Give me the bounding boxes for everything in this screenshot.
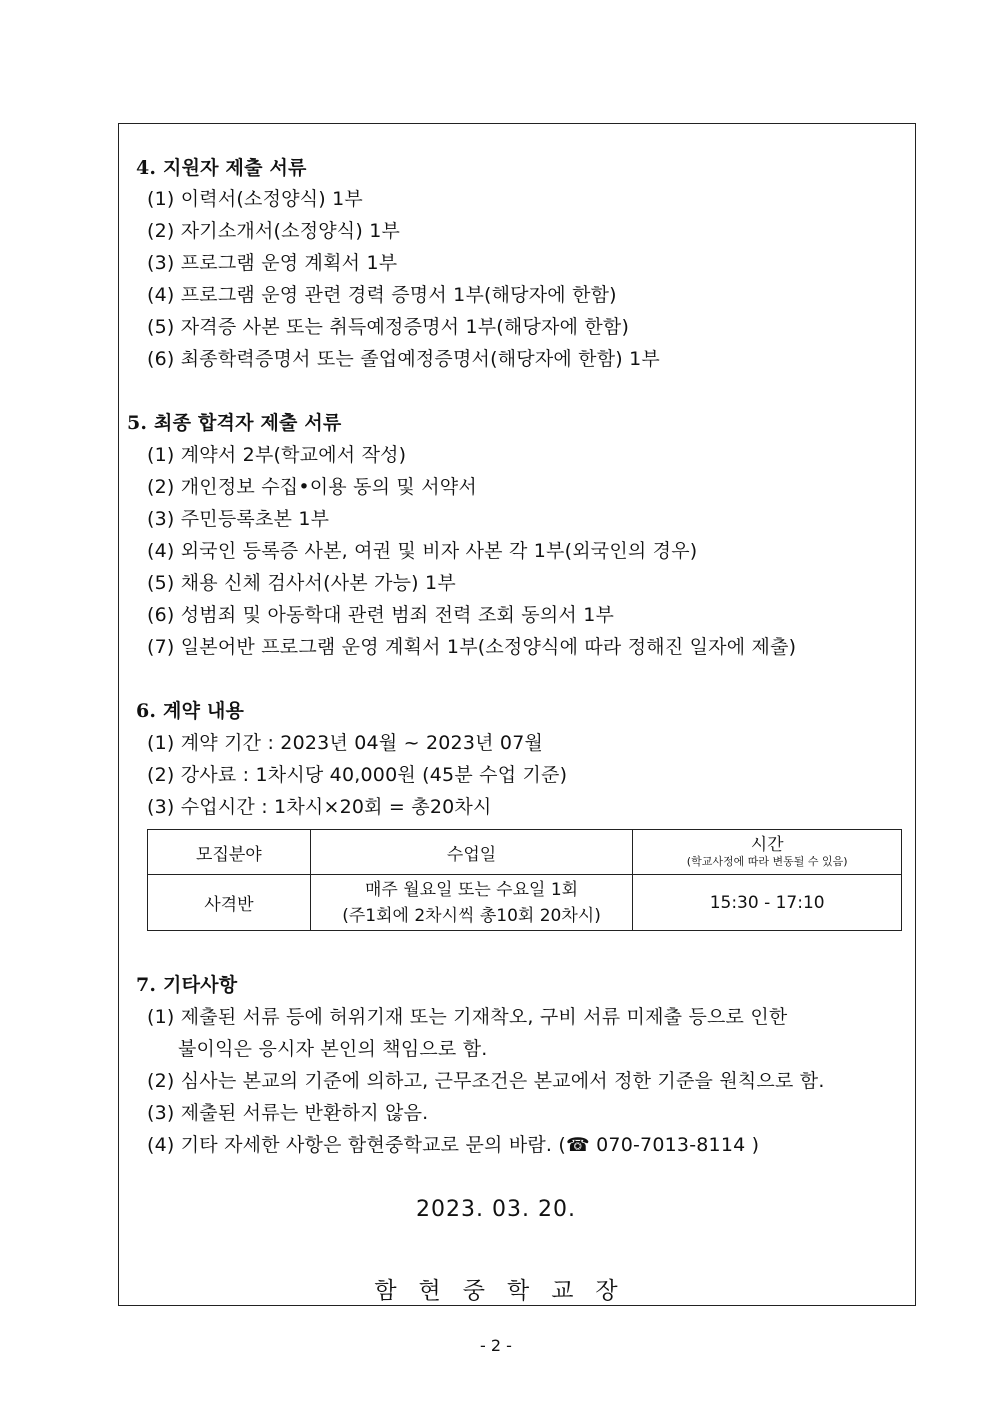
table-row xyxy=(148,875,902,931)
section5-item-7: (7) 일본어반 프로그램 운영 계획서 1부(소정양식에 따라 정해진 일자에 제출) xyxy=(147,636,797,658)
section6-item-1: (1) 계약 기간 : 2023년 04월 ~ 2023년 07월 xyxy=(147,732,544,754)
section7-item-2: (2) 심사는 본교의 기준에 의하고, 근무조건은 본교에서 정한 기준을 원칙으로 함. xyxy=(147,1070,825,1092)
header-time-note: (학교사정에 따라 변동될 수 있음) xyxy=(686,855,848,868)
section5-item-6: (6) 성범죄 및 아동학대 관련 범죄 전력 조회 동의서 1부 xyxy=(147,604,615,626)
section4-heading: 4. 지원자 제출 서류 xyxy=(136,157,307,179)
cell-day-line2: (주1회에 2차시씩 총10회 20차시) xyxy=(342,905,601,926)
section7-item-4: (4) 기타 자세한 사항은 함현중학교로 문의 바람. (☎ 070-7013-8114 ) xyxy=(147,1134,760,1156)
section6-heading: 6. 계약 내용 xyxy=(136,700,245,722)
cell-field: 사격반 xyxy=(148,875,311,931)
section5-item-3: (3) 주민등록초본 1부 xyxy=(147,508,330,530)
section4-item-2: (2) 자기소개서(소정양식) 1부 xyxy=(147,220,401,242)
section4-item-5: (5) 자격증 사본 또는 취득예정증명서 1부(해당자에 한함) xyxy=(147,316,630,338)
section5-item-5: (5) 채용 신체 검사서(사본 가능) 1부 xyxy=(147,572,456,594)
section6-item-3: (3) 수업시간 : 1차시×20회 = 총20차시 xyxy=(147,796,492,818)
page-number: - 2 - xyxy=(480,1336,512,1355)
schedule-table xyxy=(147,829,902,931)
header-time xyxy=(633,830,902,875)
cell-day-line1: 매주 월요일 또는 수요일 1회 xyxy=(365,879,579,900)
section6-item-2: (2) 강사료 : 1차시당 40,000원 (45분 수업 기준) xyxy=(147,764,568,786)
section4-item-6: (6) 최종학력증명서 또는 졸업예정증명서(해당자에 한함) 1부 xyxy=(147,348,660,370)
table-header-row xyxy=(148,830,902,875)
section7-item-1-continued: 불이익은 응시자 본인의 책임으로 함. xyxy=(178,1038,488,1060)
cell-day xyxy=(310,875,633,931)
section5-item-1: (1) 계약서 2부(학교에서 작성) xyxy=(147,444,407,466)
section5-item-2: (2) 개인정보 수집•이용 동의 및 서약서 xyxy=(147,476,477,498)
header-field: 모집분야 xyxy=(148,830,311,875)
section4-item-4: (4) 프로그램 운영 관련 경력 증명서 1부(해당자에 한함) xyxy=(147,284,617,306)
section5-heading: 5. 최종 합격자 제출 서류 xyxy=(127,412,342,434)
section4-item-3: (3) 프로그램 운영 계획서 1부 xyxy=(147,252,398,274)
section7-item-3: (3) 제출된 서류는 반환하지 않음. xyxy=(147,1102,429,1124)
header-day: 수업일 xyxy=(310,830,633,875)
signer-name: 함현중학교장 xyxy=(374,1278,640,1304)
header-time-label: 시간 xyxy=(750,835,784,855)
cell-time: 15:30 - 17:10 xyxy=(633,875,902,931)
section4-item-1: (1) 이력서(소정양식) 1부 xyxy=(147,188,363,210)
section7-item-1: (1) 제출된 서류 등에 허위기재 또는 기재착오, 구비 서류 미제출 등으로 인한 xyxy=(147,1006,788,1028)
section5-item-4: (4) 외국인 등록증 사본, 여권 및 비자 사본 각 1부(외국인의 경우) xyxy=(147,540,698,562)
document-date: 2023. 03. 20. xyxy=(416,1197,576,1222)
section7-heading: 7. 기타사항 xyxy=(136,974,238,996)
